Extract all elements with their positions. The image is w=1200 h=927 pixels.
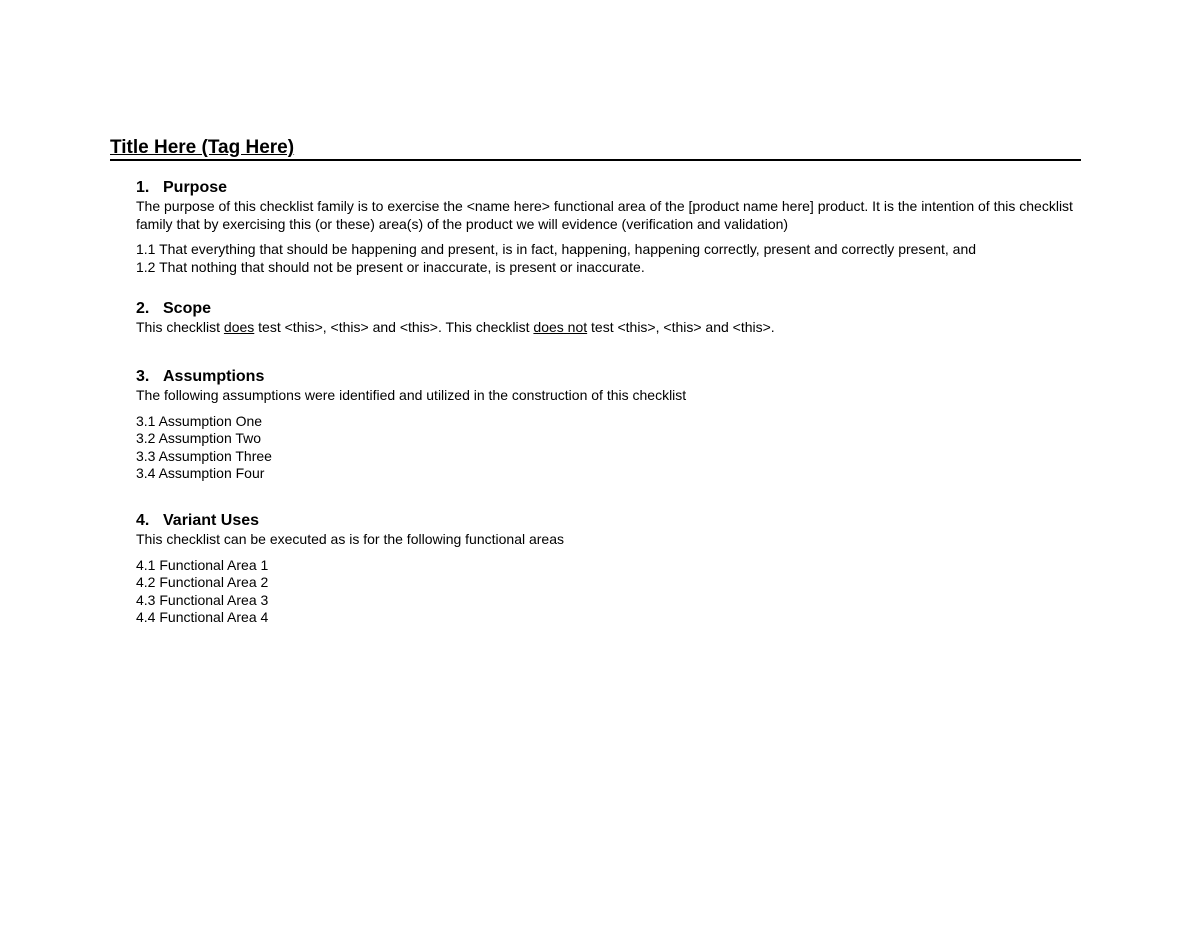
section-number: 1. <box>136 179 150 196</box>
list-item: 3.3 Assumption Three <box>136 447 272 464</box>
section-heading <box>136 299 1076 319</box>
scope-text-part: test <this>, <this> and <this>. <box>587 319 775 335</box>
assumptions-list <box>136 413 1076 483</box>
list-item: 4.2 Functional Area 2 <box>136 574 269 590</box>
section-paragraph <box>136 319 1076 337</box>
list-item: 1.2 That nothing that should not be present or inaccurate, is present or inaccurate. <box>136 258 645 275</box>
section-assumptions <box>136 367 1076 483</box>
section-scope <box>136 299 1076 337</box>
section-title: Scope <box>163 300 212 317</box>
section-heading <box>136 178 1076 198</box>
section-heading <box>136 367 1076 387</box>
section-title: Assumptions <box>163 368 265 385</box>
section-purpose <box>136 178 1076 276</box>
section-paragraph: The purpose of this checklist family is to exercise the <name here> functional area of the [product name here] product. It is the intention of this checklist family that by exercising this (or these) area(s) of the product we will evidence (verification and validation) <box>136 198 1073 232</box>
list-item: 3.2 Assumption Two <box>136 430 262 446</box>
scope-text-part: This checklist <box>136 319 224 335</box>
list-item: 3.4 Assumption Four <box>136 465 265 481</box>
scope-does-not-emphasis: does not <box>533 319 588 335</box>
title-rule <box>110 137 1081 161</box>
variant-uses-list <box>136 557 1076 627</box>
section-title: Variant Uses <box>163 512 260 529</box>
section-heading <box>136 511 1076 531</box>
section-title: Purpose <box>163 179 228 196</box>
section-number: 3. <box>136 368 150 385</box>
section-variant-uses <box>136 511 1076 627</box>
list-item: 4.4 Functional Area 4 <box>136 609 269 625</box>
purpose-list <box>136 241 1076 276</box>
document-title: Title Here (Tag Here) <box>110 137 295 158</box>
scope-text-part: test <this>, <this> and <this>. This checklist <box>254 319 534 335</box>
section-number: 4. <box>136 512 150 529</box>
section-paragraph: The following assumptions were identified and utilized in the construction of this checklist <box>136 387 687 403</box>
list-item: 4.3 Functional Area 3 <box>136 591 269 608</box>
section-paragraph: This checklist can be executed as is for the following functional areas <box>136 531 565 547</box>
section-number: 2. <box>136 300 150 317</box>
list-item: 4.1 Functional Area 1 <box>136 556 269 573</box>
list-item: 1.1 That everything that should be happening and present, is in fact, happening, happening correctly, present and correctly present, and <box>136 241 977 257</box>
scope-does-emphasis: does <box>223 319 255 335</box>
list-item: 3.1 Assumption One <box>136 412 263 429</box>
